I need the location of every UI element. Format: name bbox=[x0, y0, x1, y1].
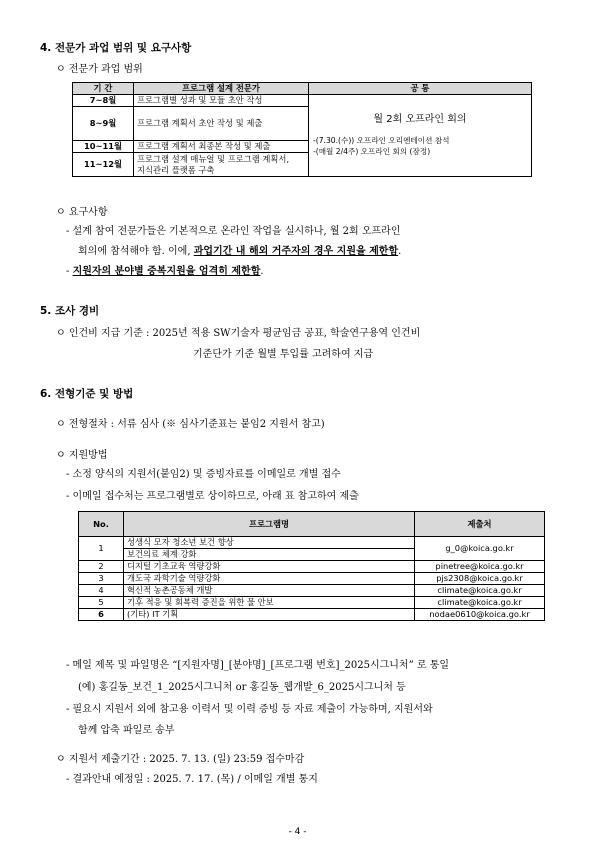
program-no: 6 bbox=[79, 609, 124, 621]
requirements-line-1: - 설계 참여 전문가들은 기본적으로 온라인 작업을 실시하나, 월 2회 오프라인 bbox=[66, 226, 401, 237]
task-cell: 프로그램별 성과 및 모듈 초안 작성 bbox=[134, 95, 309, 107]
common-note-2: -(매월 2/4주) 오프라인 회의 (잠정) bbox=[313, 147, 431, 156]
mail-line-4: 함께 압축 파일로 송부 bbox=[78, 725, 175, 736]
duplicate-restriction: 지원자의 분야별 중복지원을 엄격히 제한함 bbox=[72, 266, 261, 277]
submission-table bbox=[78, 511, 545, 621]
requirements-line-3: - 지원자의 분야별 중복지원을 엄격히 제한함. bbox=[66, 266, 264, 277]
program-name: 개도국 과학기술 역량강화 bbox=[124, 573, 415, 585]
task-cell: 프로그램 계획서 최종본 작성 및 제출 bbox=[134, 141, 309, 153]
period-cell: 8~9월 bbox=[73, 107, 134, 141]
page-number: - 4 - bbox=[288, 827, 307, 837]
program-name: 성생식 모자 청소년 보건 향상 bbox=[124, 537, 415, 549]
requirements-line-2-text: 회의에 참석해야 함. 이에, bbox=[78, 246, 191, 257]
program-no: 3 bbox=[79, 573, 124, 585]
header-common: 공 통 bbox=[309, 83, 532, 95]
header-email: 제출처 bbox=[415, 512, 545, 537]
program-email[interactable]: climate@koica.go.kr bbox=[415, 585, 545, 597]
method-line-1: - 소정 양식의 지원서(붙임2) 및 증빙자료를 이메일로 개별 접수 bbox=[66, 469, 341, 480]
program-email[interactable]: pinetree@koica.go.kr bbox=[415, 561, 545, 573]
procedure-line: ㅇ 전형절차 : 서류 심사 (※ 심사기준표는 붙임2 지원서 참고) bbox=[56, 419, 325, 430]
header-no: No. bbox=[79, 512, 124, 537]
section-6-title: 6. 전형기준 및 방법 bbox=[40, 388, 134, 400]
header-designer: 프로그램 설계 전문가 bbox=[134, 83, 309, 95]
section-4-title: 4. 전문가 과업 범위 및 요구사항 bbox=[40, 42, 192, 54]
scope-label: ㅇ 전문가 과업 범위 bbox=[56, 64, 143, 75]
program-email[interactable]: nodae0610@koica.go.kr bbox=[415, 609, 545, 621]
program-name: (기타) IT 기획 bbox=[124, 609, 415, 621]
task-cell bbox=[134, 153, 309, 177]
mail-line-3: - 필요시 지원서 외에 참고용 이력서 및 이력 증빙 등 자료 제출이 가능하며, 지원서와 bbox=[66, 704, 433, 715]
program-no: 4 bbox=[79, 585, 124, 597]
section-5-title: 5. 조사 경비 bbox=[40, 305, 100, 317]
labor-cost-line-1: ㅇ 인건비 지급 기준 : 2025년 적용 SW기술자 평균임금 공표, 학술연구용역 인건비 bbox=[56, 328, 421, 339]
period-cell: 7~8월 bbox=[73, 95, 134, 107]
program-name: 보건의료 체계 강화 bbox=[124, 549, 415, 561]
task-cell: 프로그램 계획서 초안 작성 및 제출 bbox=[134, 107, 309, 141]
scope-table bbox=[72, 82, 532, 177]
overseas-restriction: 과업기간 내 해외 거주자의 경우 지원을 제한함 bbox=[193, 246, 399, 257]
task-line-2: 지식관리 플랫폼 구축 bbox=[137, 164, 215, 175]
common-note-1: -(7.30.(수)) 오프라인 오리엔테이션 참석 bbox=[313, 136, 450, 145]
period-cell: 10~11월 bbox=[73, 141, 134, 153]
deadline-line: ㅇ 지원서 제출기간 : 2025. 7. 13. (일) 23:59 접수마감 bbox=[56, 754, 305, 765]
common-cell bbox=[309, 95, 532, 177]
header-period: 기 간 bbox=[73, 83, 134, 95]
program-email[interactable]: climate@koica.go.kr bbox=[415, 597, 545, 609]
program-name: 기후 적응 및 회복력 증진을 위한 물 안보 bbox=[124, 597, 415, 609]
program-name: 혁신적 농촌공동체 개발 bbox=[124, 585, 415, 597]
requirements-dash: - bbox=[66, 266, 73, 277]
program-name: 디지털 기초교육 역량강화 bbox=[124, 561, 415, 573]
program-email[interactable]: g_0@koica.go.kr bbox=[415, 537, 545, 561]
requirements-line-2: 회의에 참석해야 함. 이에, 과업기간 내 해외 거주자의 경우 지원을 제한함. bbox=[78, 246, 402, 257]
mail-line-2: (예) 홍길동_보건_1_2025시그니처 or 홍길동_웹개발_6_2025시그니처 등 bbox=[78, 682, 406, 693]
program-no: 5 bbox=[79, 597, 124, 609]
program-email[interactable]: pjs2308@koica.go.kr bbox=[415, 573, 545, 585]
program-no: 2 bbox=[79, 561, 124, 573]
method-label: ㅇ 지원방법 bbox=[56, 450, 108, 461]
result-line: - 결과안내 예정일 : 2025. 7. 17. (목) / 이메일 개별 통지 bbox=[66, 774, 318, 785]
common-main: 월 2회 오프라인 회의 bbox=[373, 114, 467, 125]
program-no: 1 bbox=[79, 537, 124, 561]
period-cell: 11~12월 bbox=[73, 153, 134, 177]
header-program: 프로그램명 bbox=[124, 512, 415, 537]
mail-line-1: - 메일 제목 및 파일명은 “[지원자명]_[분야명]_[프로그램 번호]_2025시그니처” 로 통일 bbox=[66, 660, 450, 671]
method-line-2: - 이메일 접수처는 프로그램별로 상이하므로, 아래 표 참고하여 제출 bbox=[66, 491, 359, 502]
task-line-1: 프로그램 설계 매뉴얼 및 프로그램 계획서, bbox=[137, 153, 290, 164]
labor-cost-line-2: 기준단가 기준 월별 투입률 고려하여 지급 bbox=[193, 349, 374, 360]
requirements-label: ㅇ 요구사항 bbox=[56, 207, 108, 218]
